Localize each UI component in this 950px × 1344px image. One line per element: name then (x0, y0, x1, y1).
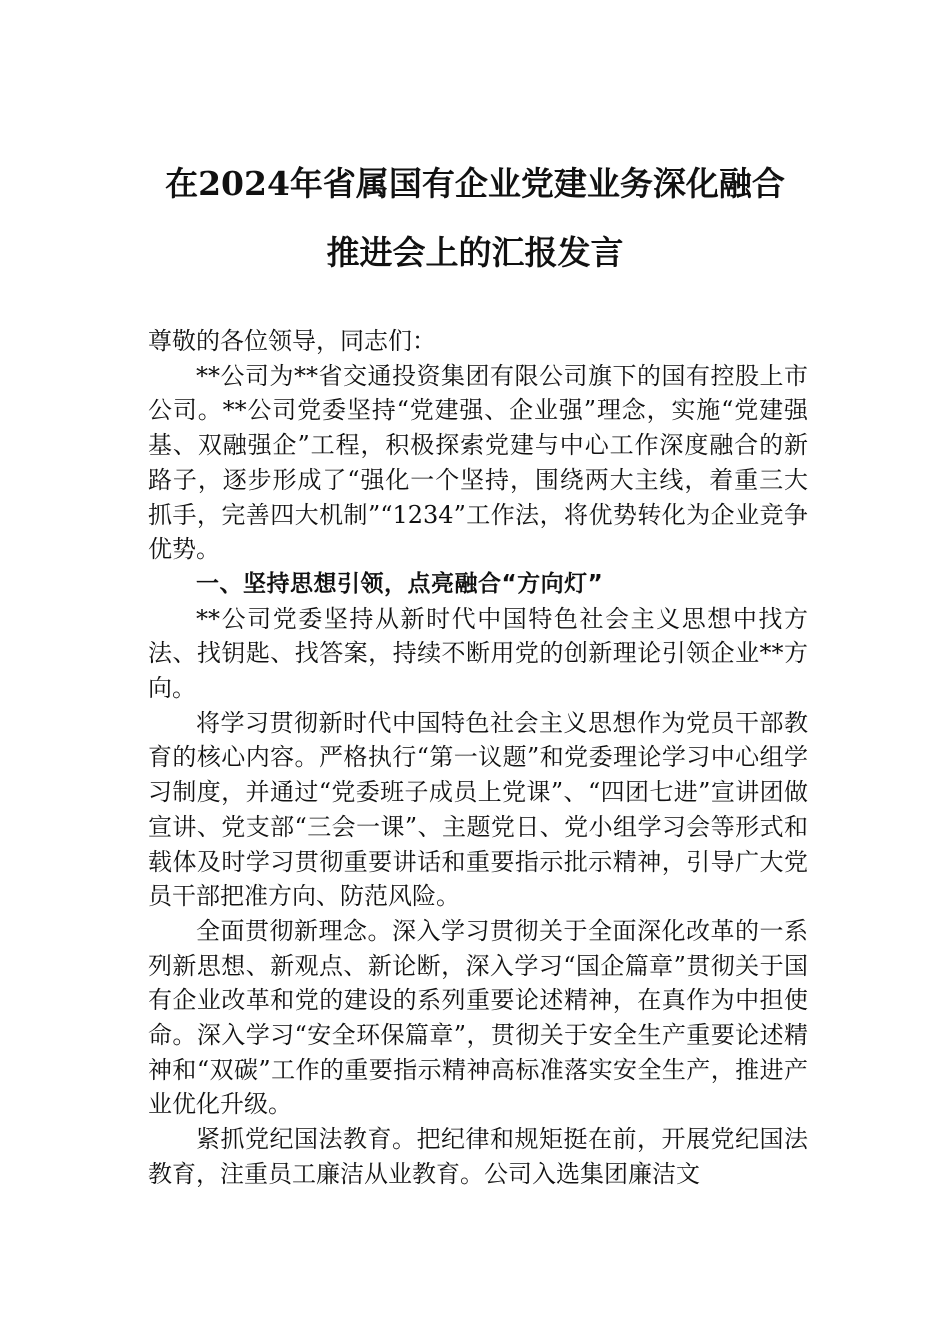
document-title-line-1: 在2024年省属国有企业党建业务深化融合 (165, 164, 785, 203)
paragraph: 全面贯彻新理念。深入学习贯彻关于全面深化改革的一系列新思想、新观点、新论断，深入学习“国企篇章”贯彻关于国有企业改革和党的建设的系列重要论述精神，在真作为中担使命。深入学习“安全环保篇章”，贯彻关于安全生产重要论述精神和“双碳”工作的重要指示精神高标准落实安全生产，推进产业优化升级。 (148, 916, 808, 1119)
paragraph: 紧抓党纪国法教育。把纪律和规矩挺在前，开展党纪国法教育，注重员工廉洁从业教育。公司入选集团廉洁文 (148, 1125, 808, 1188)
section-heading-1: 一、坚持思想引领，点亮融合“方向灯” (196, 570, 604, 597)
paragraph: 将学习贯彻新时代中国特色社会主义思想作为党员干部教育的核心内容。严格执行“第一议题”和党委理论学习中心组学习制度，并通过“党委班子成员上党课”、“四团七进”宣讲团做宣讲、党支部“三会一课”、主题党日、党小组学习会等形式和载体及时学习贯彻重要讲话和重要指示批示精神，引导广大党员干部把准方向、防范风险。 (148, 708, 808, 911)
document-body (148, 324, 808, 1192)
paragraph-intro: **公司为**省交通投资集团有限公司旗下的国有控股上市公司。**公司党委坚持“党建强、企业强”理念，实施“党建强基、双融强企”工程，积极探索党建与中心工作深度融合的新路子，逐步形成了“强化一个坚持，围绕两大主线，着重三大抓手，完善四大机制”“1234”工作法，将优势转化为企业竞争优势。 (148, 361, 808, 564)
salutation: 尊敬的各位领导，同志们： (148, 327, 436, 355)
document-title-line-2: 推进会上的汇报发言 (326, 233, 624, 272)
paragraph: **公司党委坚持从新时代中国特色社会主义思想中找方法、找钥匙、找答案，持续不断用党的创新理论引领企业**方向。 (148, 604, 808, 703)
